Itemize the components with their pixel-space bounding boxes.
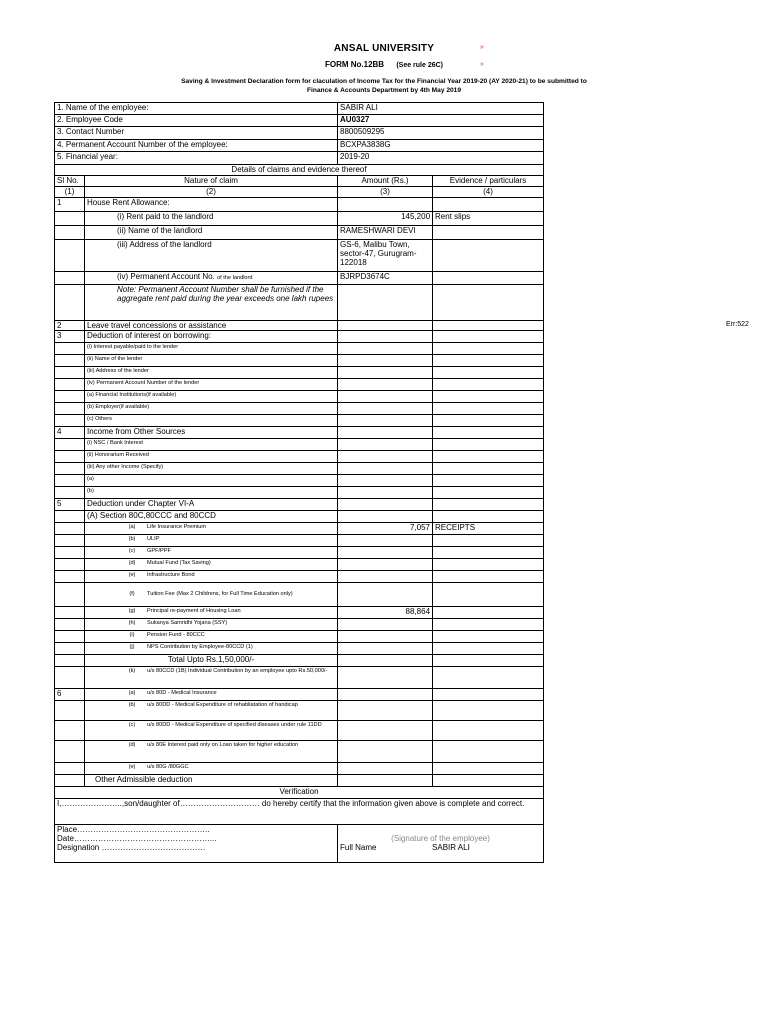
evidence-cell[interactable] — [433, 379, 544, 391]
item-code: (a) — [128, 690, 136, 696]
sec6-item — [85, 741, 338, 763]
evidence-cell[interactable] — [433, 427, 544, 439]
sec6-item — [85, 701, 338, 721]
item-code: (k) — [128, 668, 136, 674]
sl-number: 4 — [55, 427, 85, 439]
signature-block — [338, 825, 544, 863]
other-deduction-label: Other Admissible deduction — [85, 775, 338, 787]
item-label: Life Insurance Premium — [147, 524, 207, 530]
purpose-line-2: Finance & Accounts Department by 4th May 2019 — [306, 87, 462, 94]
form-table — [54, 102, 544, 863]
amount-cell[interactable] — [338, 763, 433, 775]
col-number-3: (3) — [338, 187, 433, 198]
evidence-cell[interactable] — [433, 463, 544, 475]
item-code: (c) — [128, 722, 136, 728]
via-item-amount[interactable] — [338, 643, 433, 655]
via-item-evidence[interactable] — [433, 547, 544, 559]
lta-label: Leave travel concessions or assistance — [85, 321, 338, 331]
via-item-amount[interactable]: 88,864 — [338, 607, 433, 619]
col-sl-header: Sl No. — [55, 176, 85, 187]
interest-title: Deduction of interest on borrowing: — [85, 331, 338, 343]
via-item-amount[interactable] — [338, 571, 433, 583]
form-purpose — [0, 77, 768, 95]
evidence-cell[interactable] — [433, 355, 544, 367]
item-code: (e) — [128, 572, 136, 578]
evidence-cell[interactable] — [433, 741, 544, 763]
other-income-item: (a) — [85, 475, 338, 487]
cell-marker-icon: » — [480, 44, 484, 51]
form-number: FORM No.12BB — [324, 60, 385, 69]
form-rule: (See rule 26C) — [396, 62, 444, 69]
item-label: Infrastructure Bond — [147, 572, 195, 578]
amount-cell[interactable] — [338, 198, 433, 212]
evidence-cell[interactable] — [433, 439, 544, 451]
hra-pan-label — [85, 272, 338, 285]
item-code: (b) — [128, 536, 136, 542]
evidence-cell[interactable] — [433, 321, 544, 331]
amount-cell[interactable] — [338, 475, 433, 487]
hra-landlord-name[interactable]: RAMESHWARI DEVI — [338, 226, 433, 240]
sec6-item — [85, 689, 338, 701]
via-section: (A) Section 80C,80CCC and 80CCD — [85, 511, 338, 523]
error-cell: Err:522 — [726, 321, 749, 328]
item-label: NPS Contribution by Employee-80CCD (1) — [147, 644, 253, 650]
amount-cell[interactable] — [338, 667, 433, 689]
via-item-evidence[interactable] — [433, 643, 544, 655]
university-title: ANSAL UNIVERSITY — [333, 43, 435, 54]
evidence-cell[interactable] — [433, 198, 544, 212]
financial-year-value[interactable]: 2019-20 — [338, 152, 544, 165]
interest-item: (iii) Address of the lender — [85, 367, 338, 379]
hra-landlord-pan[interactable]: BJRPD3674C — [338, 272, 433, 285]
via-item-amount[interactable]: 7,057 — [338, 523, 433, 535]
amount-cell[interactable] — [338, 487, 433, 499]
hra-rent-label: (i) Rent paid to the landlord — [85, 212, 338, 226]
via-item-amount[interactable] — [338, 583, 433, 607]
interest-item: (ii) Name of the lender — [85, 355, 338, 367]
evidence-cell[interactable] — [433, 226, 544, 240]
evidence-cell[interactable] — [433, 343, 544, 355]
financial-year-label: 5. Financial year: — [55, 152, 338, 165]
employee-name-value[interactable]: SABIR ALI — [338, 103, 544, 115]
via-item — [85, 535, 338, 547]
purpose-line-1: Saving & Investment Declaration form for claculation of Income Tax for the Financial Year 2019-20 (AY 2020-21) to be submitted to — [181, 78, 587, 85]
hra-rent-evidence[interactable]: Rent slips — [433, 212, 544, 226]
employee-pan-value[interactable]: BCXPA3838G — [338, 140, 544, 152]
amount-cell[interactable] — [338, 439, 433, 451]
amount-cell[interactable] — [338, 391, 433, 403]
evidence-cell[interactable] — [433, 272, 544, 285]
item-label: ULIP — [147, 536, 160, 542]
item-label: u/s 80D - Medical Insurance — [147, 690, 217, 696]
via-item — [85, 619, 338, 631]
via-item — [85, 643, 338, 655]
via-item — [85, 547, 338, 559]
interest-item: (a) Financial Institutions(if available) — [85, 391, 338, 403]
via-item-amount[interactable] — [338, 619, 433, 631]
item-label: Principal re-payment of Housing Loan — [147, 608, 241, 614]
verification-details — [55, 825, 338, 863]
sl-number: 5 — [55, 499, 85, 511]
verification-title: Verification — [55, 787, 544, 799]
date-line[interactable]: Date……………………………………………... — [57, 834, 217, 843]
interest-item: (i) Interest payable/paid to the lender — [85, 343, 338, 355]
evidence-cell[interactable] — [433, 655, 544, 667]
item-label: GPF/PPF — [147, 548, 171, 554]
evidence-cell[interactable] — [433, 391, 544, 403]
fullname-value[interactable]: SABIR ALI — [432, 843, 470, 852]
signature-caption: (Signature of the employee) — [391, 834, 490, 843]
item-label: u/s 80E Interest paid only on Loan taken for higher education — [147, 742, 299, 748]
via-item — [85, 631, 338, 643]
item-label: u/s 80DD - Medical Expenditure of specified diseases under rule 11DD — [147, 722, 322, 728]
amount-cell[interactable] — [338, 427, 433, 439]
via-item-amount[interactable] — [338, 631, 433, 643]
item-code: (b) — [128, 702, 136, 708]
evidence-cell[interactable] — [433, 487, 544, 499]
form-number-line — [0, 60, 768, 69]
hra-pan-label-text: (iv) Permanent Account No. — [117, 272, 215, 281]
via-item — [85, 607, 338, 619]
item-code: (d) — [128, 560, 136, 566]
interest-item: (iv) Permanent Account Number of the lender — [85, 379, 338, 391]
hra-pan-label-small: of the landlord — [217, 275, 253, 281]
employee-code-label: 2. Employee Code — [55, 115, 338, 127]
amount-cell[interactable] — [338, 775, 433, 787]
amount-cell[interactable] — [338, 379, 433, 391]
evidence-cell[interactable] — [433, 415, 544, 427]
sl-number: 2 — [55, 321, 85, 331]
amount-cell[interactable] — [338, 331, 433, 343]
amount-cell[interactable] — [338, 689, 433, 701]
claims-title: Details of claims and evidence thereof — [55, 165, 544, 176]
address-line: GS-6, Malibu Town, — [340, 240, 410, 249]
amount-cell[interactable] — [338, 343, 433, 355]
item-code: (c) — [128, 548, 136, 554]
sl-number: 1 — [55, 198, 85, 212]
item-code: (g) — [128, 608, 136, 614]
fullname-label: Full Name — [340, 843, 377, 852]
amount-cell[interactable] — [338, 511, 433, 523]
via-total-amount[interactable] — [338, 655, 433, 667]
employee-pan-label: 4. Permanent Account Number of the employee: — [55, 140, 338, 152]
via-item-evidence[interactable] — [433, 535, 544, 547]
interest-item: (c) Others — [85, 415, 338, 427]
cell-marker-icon: » — [480, 61, 484, 68]
hra-title: House Rent Allowance: — [85, 198, 338, 212]
via-item-80ccd — [85, 667, 338, 689]
via-item — [85, 523, 338, 535]
hra-rent-amount[interactable]: 145,200 — [338, 212, 433, 226]
other-income-item: (b) — [85, 487, 338, 499]
evidence-cell[interactable] — [433, 475, 544, 487]
employee-code-value[interactable]: AU0327 — [338, 115, 544, 127]
col-evidence-header: Evidence / particulars — [433, 176, 544, 187]
evidence-cell[interactable] — [433, 451, 544, 463]
contact-number-label: 3. Contact Number — [55, 127, 338, 140]
item-code: (j) — [129, 644, 135, 650]
other-income-title: Income from Other Sources — [85, 427, 338, 439]
evidence-cell[interactable] — [433, 721, 544, 741]
amount-cell[interactable] — [338, 355, 433, 367]
via-item — [85, 583, 338, 607]
via-item — [85, 571, 338, 583]
fullname-line — [340, 843, 541, 852]
sl-number: 6 — [55, 689, 85, 701]
interest-item: (b) Employer(if available) — [85, 403, 338, 415]
via-item-evidence[interactable] — [433, 607, 544, 619]
via-item-amount[interactable] — [338, 535, 433, 547]
amount-cell[interactable] — [338, 285, 433, 321]
col-amount-header: Amount (Rs.) — [338, 176, 433, 187]
item-label: Tuition Fee (Max 2 Childrens, for Full Time Education only) — [147, 591, 293, 597]
evidence-cell[interactable] — [433, 499, 544, 511]
evidence-cell[interactable] — [433, 775, 544, 787]
evidence-cell[interactable] — [433, 240, 544, 272]
amount-cell[interactable] — [338, 741, 433, 763]
evidence-cell[interactable] — [433, 403, 544, 415]
contact-number-value[interactable]: 8800509295 — [338, 127, 544, 140]
via-title: Deduction under Chapter VI-A — [85, 499, 338, 511]
hra-landlord-address[interactable] — [338, 240, 433, 272]
item-code: (i) — [129, 632, 135, 638]
item-label: Pension Fund - 80CCC — [147, 632, 205, 638]
item-label: Sukanya Samridhi Yojana (SSY) — [147, 620, 228, 626]
hra-landlord-label: (ii) Name of the landlord — [85, 226, 338, 240]
hra-address-label: (iii) Address of the landlord — [85, 240, 338, 272]
evidence-cell[interactable] — [433, 331, 544, 343]
hra-pan-note: Note: Permanent Account Number shall be furnished if the aggregate rent paid during the year exceeds one lakh rupees — [85, 285, 338, 321]
col-number-4: (4) — [433, 187, 544, 198]
item-label: Mutual Fund (Tax Saving) — [147, 560, 211, 566]
item-code: (h) — [128, 620, 136, 626]
via-item-evidence[interactable] — [433, 583, 544, 607]
other-income-item: (iii) Any other Income (Specify) — [85, 463, 338, 475]
amount-cell[interactable] — [338, 701, 433, 721]
evidence-cell[interactable] — [433, 689, 544, 701]
evidence-cell[interactable] — [433, 701, 544, 721]
item-code: (e) — [128, 764, 136, 770]
evidence-cell[interactable] — [433, 367, 544, 379]
other-income-item: (i) NSC / Bank Interest — [85, 439, 338, 451]
sec6-item — [85, 763, 338, 775]
item-code: (f) — [129, 591, 135, 597]
amount-cell[interactable] — [338, 321, 433, 331]
via-item-amount[interactable] — [338, 559, 433, 571]
amount-cell[interactable] — [338, 499, 433, 511]
via-item-evidence[interactable]: RECEIPTS — [433, 523, 544, 535]
sec6-item — [85, 721, 338, 741]
via-item-evidence[interactable] — [433, 619, 544, 631]
amount-cell[interactable] — [338, 415, 433, 427]
via-item-evidence[interactable] — [433, 559, 544, 571]
verification-text: I,…………………..,son/daughter of………………………… do hereby certify that the information given above is complete and correct. — [55, 799, 544, 825]
evidence-cell[interactable] — [433, 763, 544, 775]
evidence-cell[interactable] — [433, 667, 544, 689]
item-label: u/s 80CCD (1B) Individual Contribution by an employee upto Rs.50,000/- — [147, 668, 328, 674]
evidence-cell[interactable] — [433, 511, 544, 523]
amount-cell[interactable] — [338, 721, 433, 741]
address-line: sector-47, Gurugram- — [340, 249, 417, 258]
via-item-evidence[interactable] — [433, 631, 544, 643]
address-line: 122018 — [340, 258, 367, 267]
amount-cell[interactable] — [338, 367, 433, 379]
other-income-item: (ii) Honorarium Received — [85, 451, 338, 463]
sl-number: 3 — [55, 331, 85, 343]
amount-cell[interactable] — [338, 463, 433, 475]
employee-name-label: 1. Name of the employee: — [55, 103, 338, 115]
item-code: (d) — [128, 742, 136, 748]
item-code: (a) — [128, 524, 136, 530]
amount-cell[interactable] — [338, 403, 433, 415]
amount-cell[interactable] — [338, 451, 433, 463]
col-number-1: (1) — [55, 187, 85, 198]
col-number-2: (2) — [85, 187, 338, 198]
designation-line[interactable]: Designation ………………………………… — [57, 843, 206, 852]
item-label: u/s 80G /80GGC — [147, 764, 189, 770]
place-line[interactable]: Place………………………………………….. — [57, 825, 210, 834]
via-item-evidence[interactable] — [433, 571, 544, 583]
via-item-amount[interactable] — [338, 547, 433, 559]
item-label: u/s 80DD - Medical Expenditure of rehabilatation of handicap — [147, 702, 298, 708]
col-nature-header: Nature of claim — [85, 176, 338, 187]
evidence-cell[interactable] — [433, 285, 544, 321]
via-total-label: Total Upto Rs.1,50,000/- — [85, 655, 338, 667]
via-item — [85, 559, 338, 571]
